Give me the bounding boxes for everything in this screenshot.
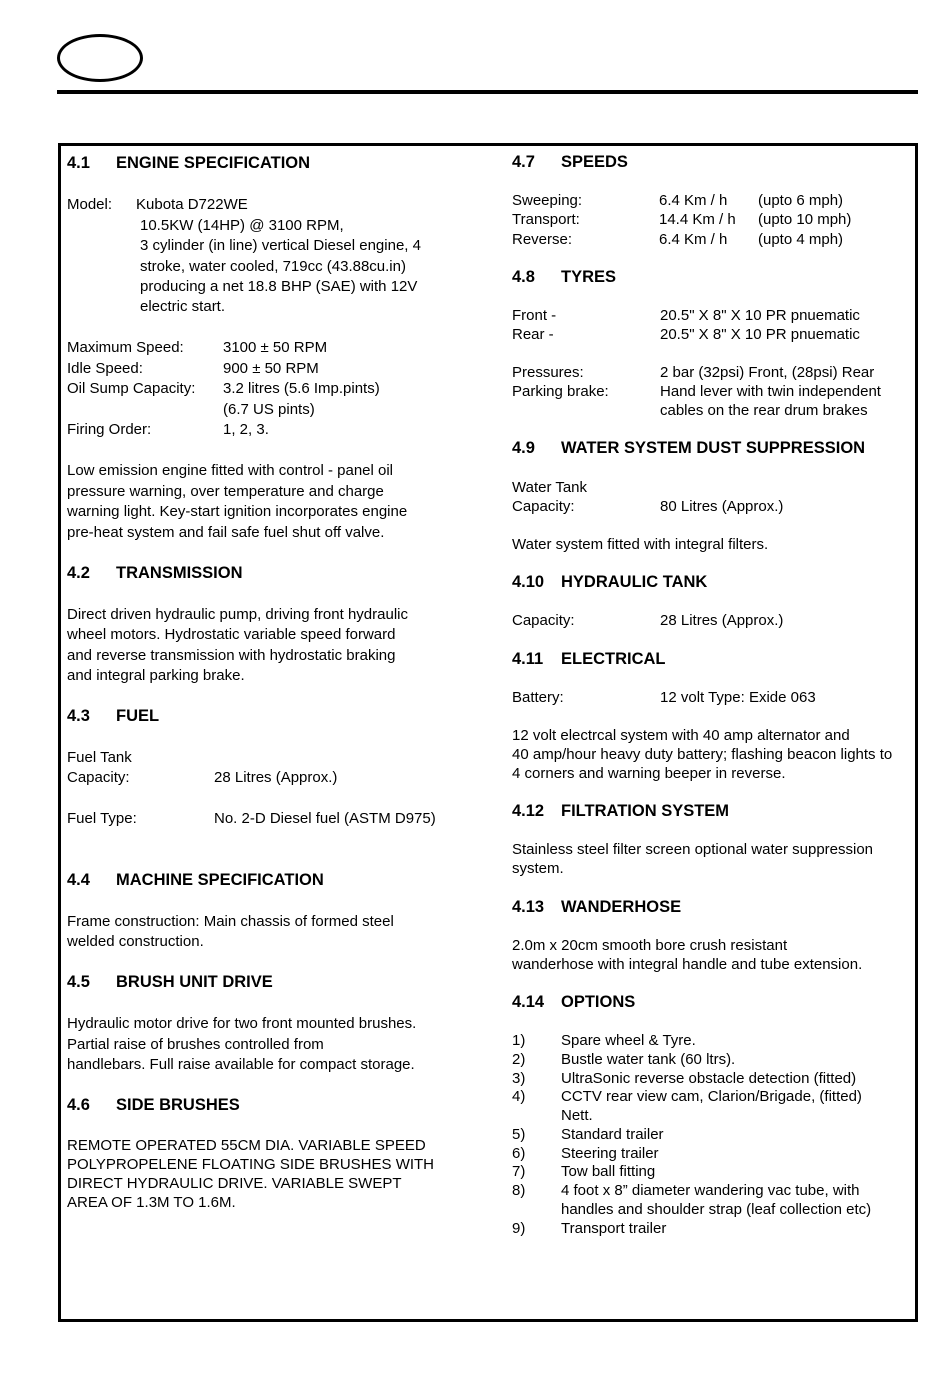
para-line: system.	[512, 860, 564, 877]
tyre-value: 20.5" X 8" X 10 PR pnuematic	[660, 326, 860, 343]
option-text: handles and shoulder strap (leaf collection etc)	[561, 1201, 872, 1218]
model-line: producing a net 18.8 BHP (SAE) with 12V	[140, 278, 418, 295]
section-4-1-heading: 4.1 ENGINE SPECIFICATION	[67, 154, 311, 172]
fuel-capacity-value: 28 Litres (Approx.)	[214, 769, 338, 786]
option-text: Transport trailer	[561, 1220, 667, 1237]
para-line: Water system fitted with integral filters.	[512, 536, 769, 553]
fuel-type-label: Fuel Type:	[67, 810, 137, 827]
spec-label: Maximum Speed:	[67, 339, 184, 356]
section-4-10-heading: 4.10 HYDRAULIC TANK	[512, 573, 708, 591]
tyre-label: Front -	[512, 307, 557, 324]
model-line: electric start.	[140, 298, 226, 315]
model-line: 10.5KW (14HP) @ 3100 RPM,	[140, 217, 344, 234]
water-capacity-label: Capacity:	[512, 498, 575, 515]
fuel-tank-label: Fuel Tank	[67, 749, 132, 766]
para-line: 2.0m x 20cm smooth bore crush resistant	[512, 937, 788, 954]
para-line: and reverse transmission with hydrostatic braking	[67, 647, 396, 664]
parking-brake-line: cables on the rear drum brakes	[660, 402, 868, 419]
model-line: 3 cylinder (in line) vertical Diesel engine, 4	[140, 237, 421, 254]
option-text: Standard trailer	[561, 1126, 664, 1143]
header-rule	[57, 90, 918, 94]
section-4-8-heading: 4.8 TYRES	[512, 268, 617, 286]
section-4-5-heading: 4.5 BRUSH UNIT DRIVE	[67, 973, 273, 991]
battery-value: 12 volt Type: Exide 063	[660, 689, 816, 706]
section-4-11-heading: 4.11 ELECTRICAL	[512, 650, 666, 668]
option-number: 4)	[512, 1088, 526, 1105]
spec-label: Idle Speed:	[67, 360, 143, 377]
speed-label: Transport:	[512, 211, 580, 228]
pressures-label: Pressures:	[512, 364, 584, 381]
para-line: warning light. Key-start ignition incorporates engine	[67, 503, 408, 520]
para-line: and integral parking brake.	[67, 667, 245, 684]
option-number: 1)	[512, 1032, 526, 1049]
section-4-7-heading: 4.7 SPEEDS	[512, 153, 628, 171]
spec-value: 1, 2, 3.	[223, 421, 269, 438]
option-number: 6)	[512, 1145, 526, 1162]
option-number: 2)	[512, 1051, 526, 1068]
option-text: Spare wheel & Tyre.	[561, 1032, 696, 1049]
battery-label: Battery:	[512, 689, 564, 706]
hydraulic-capacity-label: Capacity:	[512, 612, 575, 629]
tyre-value: 20.5" X 8" X 10 PR pnuematic	[660, 307, 860, 324]
speed-note: (upto 4 mph)	[758, 231, 844, 248]
parking-brake-label: Parking brake:	[512, 383, 609, 400]
tyre-label: Rear -	[512, 326, 554, 343]
option-number: 5)	[512, 1126, 526, 1143]
water-capacity-value: 80 Litres (Approx.)	[660, 498, 784, 515]
para-line: REMOTE OPERATED 55CM DIA. VARIABLE SPEED	[67, 1137, 426, 1154]
spec-value: 3100 ± 50 RPM	[223, 339, 328, 356]
section-4-4-heading: 4.4 MACHINE SPECIFICATION	[67, 871, 324, 889]
speed-value: 14.4 Km / h	[659, 211, 736, 228]
option-text: Tow ball fitting	[561, 1163, 656, 1180]
para-line: Frame construction: Main chassis of formed steel	[67, 913, 394, 930]
speed-label: Sweeping:	[512, 192, 583, 209]
spec-value: (6.7 US pints)	[223, 401, 315, 418]
para-line: 40 amp/hour heavy duty battery; flashing beacon lights to	[512, 746, 893, 763]
fuel-capacity-label: Capacity:	[67, 769, 130, 786]
para-line: Low emission engine fitted with control - panel oil	[67, 462, 394, 479]
spec-label: Oil Sump Capacity:	[67, 380, 196, 397]
para-line: Stainless steel filter screen optional water suppression	[512, 841, 874, 858]
section-4-9-heading: 4.9 WATER SYSTEM DUST SUPPRESSION	[512, 439, 866, 457]
speed-note: (upto 10 mph)	[758, 211, 852, 228]
para-line: 4 corners and warning beeper in reverse.	[512, 765, 786, 782]
section-4-3-heading: 4.3 FUEL	[67, 707, 160, 725]
option-number: 3)	[512, 1070, 526, 1087]
section-4-12-heading: 4.12 FILTRATION SYSTEM	[512, 802, 730, 820]
section-4-13-heading: 4.13 WANDERHOSE	[512, 898, 682, 916]
option-text: Nett.	[561, 1107, 593, 1124]
para-line: Direct driven hydraulic pump, driving front hydraulic	[67, 606, 408, 623]
para-line: Hydraulic motor drive for two front mounted brushes.	[67, 1015, 417, 1032]
hydraulic-capacity-value: 28 Litres (Approx.)	[660, 612, 784, 629]
spec-value: 900 ± 50 RPM	[223, 360, 319, 377]
para-line: welded construction.	[67, 933, 204, 950]
parking-brake-line: Hand lever with twin independent	[660, 383, 881, 400]
water-tank-label: Water Tank	[512, 479, 588, 496]
pressures-value: 2 bar (32psi) Front, (28psi) Rear	[660, 364, 875, 381]
spec-label: Firing Order:	[67, 421, 152, 438]
para-line: wheel motors. Hydrostatic variable speed forward	[67, 626, 396, 643]
section-4-14-heading: 4.14 OPTIONS	[512, 993, 636, 1011]
option-number: 7)	[512, 1163, 526, 1180]
speed-value: 6.4 Km / h	[659, 192, 728, 209]
para-line: AREA OF 1.3M TO 1.6M.	[67, 1194, 236, 1211]
speed-note: (upto 6 mph)	[758, 192, 844, 209]
option-number: 8)	[512, 1182, 526, 1199]
para-line: DIRECT HYDRAULIC DRIVE. VARIABLE SWEPT	[67, 1175, 402, 1192]
para-line: handlebars. Full raise available for compact storage.	[67, 1056, 415, 1073]
option-text: Bustle water tank (60 ltrs).	[561, 1051, 736, 1068]
para-line: 12 volt electrcal system with 40 amp alternator and	[512, 727, 850, 744]
speed-value: 6.4 Km / h	[659, 231, 728, 248]
spec-value: 3.2 litres (5.6 Imp.pints)	[223, 380, 380, 397]
para-line: pressure warning, over temperature and charge	[67, 483, 384, 500]
option-text: CCTV rear view cam, Clarion/Brigade, (fitted)	[561, 1088, 862, 1105]
model-label: Model:	[67, 196, 113, 213]
para-line: POLYPROPELENE FLOATING SIDE BRUSHES WITH	[67, 1156, 435, 1173]
section-4-2-heading: 4.2 TRANSMISSION	[67, 564, 243, 582]
option-number: 9)	[512, 1220, 526, 1237]
para-line: wanderhose with integral handle and tube extension.	[512, 956, 863, 973]
option-text: UltraSonic reverse obstacle detection (fitted)	[561, 1070, 857, 1087]
fuel-type-value: No. 2-D Diesel fuel (ASTM D975)	[214, 810, 436, 827]
option-text: Steering trailer	[561, 1145, 659, 1162]
option-text: 4 foot x 8” diameter wandering vac tube, with	[561, 1182, 860, 1199]
para-line: Partial raise of brushes controlled from	[67, 1036, 324, 1053]
section-4-6-heading: 4.6 SIDE BRUSHES	[67, 1096, 240, 1114]
model-line: stroke, water cooled, 719cc (43.88cu.in)	[140, 258, 406, 275]
model-value: Kubota D722WE	[136, 196, 248, 213]
para-line: pre-heat system and fail safe fuel shut off valve.	[67, 524, 385, 541]
speed-label: Reverse:	[512, 231, 573, 248]
header-oval-badge	[57, 34, 143, 82]
